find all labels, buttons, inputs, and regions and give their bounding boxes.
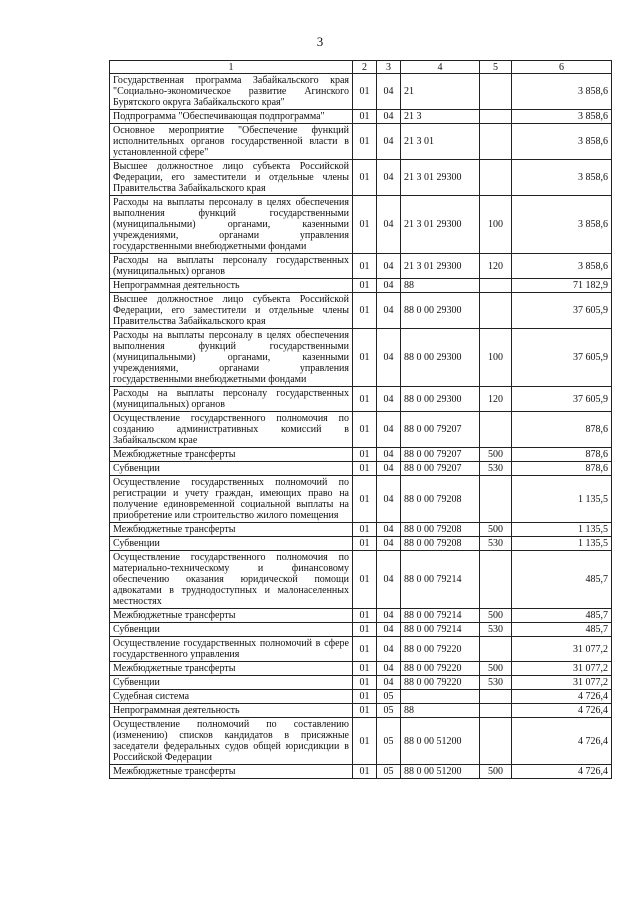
table-row	[110, 662, 612, 676]
section-code-cell: 01	[353, 537, 377, 551]
subsection-code-cell: 04	[377, 476, 401, 523]
table-row	[110, 551, 612, 609]
expense-type-cell	[480, 412, 512, 448]
target-article-cell: 88 0 00 79214	[401, 609, 480, 623]
amount-cell: 485,7	[512, 609, 612, 623]
table-row	[110, 329, 612, 387]
expense-type-cell: 500	[480, 448, 512, 462]
subsection-code-cell: 04	[377, 293, 401, 329]
expense-type-cell: 530	[480, 537, 512, 551]
expense-type-cell	[480, 690, 512, 704]
section-code-cell: 01	[353, 551, 377, 609]
expense-type-cell	[480, 293, 512, 329]
target-article-cell: 88 0 00 51200	[401, 718, 480, 765]
expense-name-cell: Субвенции	[110, 462, 353, 476]
expense-type-cell: 100	[480, 196, 512, 254]
subsection-code-cell: 04	[377, 74, 401, 110]
table-row	[110, 690, 612, 704]
amount-cell: 37 605,9	[512, 387, 612, 412]
amount-cell: 31 077,2	[512, 676, 612, 690]
amount-cell: 4 726,4	[512, 690, 612, 704]
expense-name-cell: Высшее должностное лицо субъекта Российской Федерации, его заместители и отдельные члены Правительства Забайкальского края	[110, 293, 353, 329]
expense-name-cell: Осуществление государственного полномочия по материально-техническому и финансовому обеспечению оказания юридической помощи адвокатами в труднодоступных и малонаселенных местностях	[110, 551, 353, 609]
subsection-code-cell: 04	[377, 609, 401, 623]
expense-type-cell	[480, 704, 512, 718]
header-col-5: 5	[480, 61, 512, 74]
header-col-6: 6	[512, 61, 612, 74]
amount-cell: 3 858,6	[512, 254, 612, 279]
table-row	[110, 110, 612, 124]
expense-name-cell: Основное мероприятие "Обеспечение функций исполнительных органов государственной власти в установленной сфере"	[110, 124, 353, 160]
target-article-cell: 21	[401, 74, 480, 110]
amount-cell: 878,6	[512, 462, 612, 476]
subsection-code-cell: 04	[377, 124, 401, 160]
expense-name-cell: Судебная система	[110, 690, 353, 704]
expense-type-cell	[480, 718, 512, 765]
amount-cell: 1 135,5	[512, 537, 612, 551]
subsection-code-cell: 04	[377, 523, 401, 537]
subsection-code-cell: 05	[377, 718, 401, 765]
section-code-cell: 01	[353, 196, 377, 254]
subsection-code-cell: 04	[377, 637, 401, 662]
expense-name-cell: Непрограммная деятельность	[110, 704, 353, 718]
expense-name-cell: Субвенции	[110, 676, 353, 690]
target-article-cell: 88 0 00 79207	[401, 412, 480, 448]
section-code-cell: 01	[353, 718, 377, 765]
table-row	[110, 279, 612, 293]
subsection-code-cell: 04	[377, 662, 401, 676]
target-article-cell	[401, 690, 480, 704]
subsection-code-cell: 05	[377, 690, 401, 704]
section-code-cell: 01	[353, 74, 377, 110]
table-row	[110, 462, 612, 476]
target-article-cell: 88 0 00 29300	[401, 329, 480, 387]
section-code-cell: 01	[353, 279, 377, 293]
amount-cell: 4 726,4	[512, 718, 612, 765]
subsection-code-cell: 04	[377, 412, 401, 448]
section-code-cell: 01	[353, 254, 377, 279]
target-article-cell: 88 0 00 29300	[401, 293, 480, 329]
table-row	[110, 676, 612, 690]
target-article-cell: 88 0 00 79214	[401, 551, 480, 609]
section-code-cell: 01	[353, 293, 377, 329]
expense-type-cell: 500	[480, 662, 512, 676]
table-row	[110, 293, 612, 329]
table-row	[110, 412, 612, 448]
expense-name-cell: Расходы на выплаты персоналу государственных (муниципальных) органов	[110, 387, 353, 412]
expense-name-cell: Расходы на выплаты персоналу в целях обеспечения выполнения функций государственными (муниципальными) органами, казенными учреждениями, органами управления государственными внебюджетными фондами	[110, 329, 353, 387]
amount-cell: 4 726,4	[512, 704, 612, 718]
target-article-cell: 88 0 00 79220	[401, 637, 480, 662]
table-row	[110, 637, 612, 662]
expense-type-cell	[480, 637, 512, 662]
expense-name-cell: Осуществление государственных полномочий по регистрации и учету граждан, имеющих право на получение единовременной социальной выплаты на приобретение или строительство жилого помещения	[110, 476, 353, 523]
expense-name-cell: Осуществление государственного полномочия по созданию административных комиссий в Забайкальском крае	[110, 412, 353, 448]
expense-name-cell: Осуществление государственных полномочий в сфере государственного управления	[110, 637, 353, 662]
target-article-cell: 88 0 00 51200	[401, 765, 480, 779]
subsection-code-cell: 04	[377, 254, 401, 279]
target-article-cell: 21 3 01 29300	[401, 254, 480, 279]
subsection-code-cell: 04	[377, 623, 401, 637]
table-body	[110, 74, 612, 779]
expense-type-cell	[480, 110, 512, 124]
expense-type-cell	[480, 476, 512, 523]
amount-cell: 3 858,6	[512, 110, 612, 124]
target-article-cell: 21 3 01 29300	[401, 160, 480, 196]
subsection-code-cell: 04	[377, 676, 401, 690]
table-row	[110, 448, 612, 462]
table-row	[110, 623, 612, 637]
target-article-cell: 88 0 00 79220	[401, 662, 480, 676]
table-row	[110, 537, 612, 551]
expense-type-cell: 530	[480, 462, 512, 476]
target-article-cell: 88	[401, 704, 480, 718]
subsection-code-cell: 05	[377, 765, 401, 779]
section-code-cell: 01	[353, 637, 377, 662]
expense-type-cell	[480, 279, 512, 293]
amount-cell: 37 605,9	[512, 329, 612, 387]
subsection-code-cell: 04	[377, 160, 401, 196]
section-code-cell: 01	[353, 609, 377, 623]
expense-type-cell: 100	[480, 329, 512, 387]
target-article-cell: 88 0 00 79208	[401, 523, 480, 537]
expense-name-cell: Подпрограмма "Обеспечивающая подпрограмма"	[110, 110, 353, 124]
target-article-cell: 88 0 00 79207	[401, 462, 480, 476]
table-row	[110, 704, 612, 718]
header-col-2: 2	[353, 61, 377, 74]
table-row	[110, 254, 612, 279]
section-code-cell: 01	[353, 690, 377, 704]
amount-cell: 1 135,5	[512, 523, 612, 537]
target-article-cell: 88 0 00 29300	[401, 387, 480, 412]
subsection-code-cell: 04	[377, 196, 401, 254]
table-row	[110, 609, 612, 623]
expense-type-cell	[480, 160, 512, 196]
page-number: 3	[316, 34, 324, 49]
target-article-cell: 88 0 00 79207	[401, 448, 480, 462]
target-article-cell: 21 3 01	[401, 124, 480, 160]
expense-name-cell: Высшее должностное лицо субъекта Российской Федерации, его заместители и отдельные члены Правительства Забайкальского края	[110, 160, 353, 196]
section-code-cell: 01	[353, 412, 377, 448]
expense-name-cell: Межбюджетные трансферты	[110, 662, 353, 676]
expense-type-cell: 120	[480, 254, 512, 279]
table-row	[110, 718, 612, 765]
expense-name-cell: Межбюджетные трансферты	[110, 609, 353, 623]
target-article-cell: 88 0 00 79208	[401, 537, 480, 551]
expense-name-cell: Межбюджетные трансферты	[110, 523, 353, 537]
expense-type-cell	[480, 124, 512, 160]
amount-cell: 878,6	[512, 412, 612, 448]
section-code-cell: 01	[353, 676, 377, 690]
subsection-code-cell: 04	[377, 329, 401, 387]
section-code-cell: 01	[353, 623, 377, 637]
target-article-cell: 88 0 00 79220	[401, 676, 480, 690]
subsection-code-cell: 04	[377, 448, 401, 462]
section-code-cell: 01	[353, 462, 377, 476]
expense-type-cell: 530	[480, 676, 512, 690]
subsection-code-cell: 04	[377, 279, 401, 293]
table-row	[110, 387, 612, 412]
table-row	[110, 523, 612, 537]
expense-type-cell: 500	[480, 765, 512, 779]
table-header-row	[110, 61, 612, 74]
subsection-code-cell: 04	[377, 551, 401, 609]
amount-cell: 485,7	[512, 551, 612, 609]
subsection-code-cell: 04	[377, 110, 401, 124]
expense-name-cell: Субвенции	[110, 537, 353, 551]
target-article-cell: 21 3 01 29300	[401, 196, 480, 254]
subsection-code-cell: 04	[377, 387, 401, 412]
section-code-cell: 01	[353, 523, 377, 537]
expense-type-cell: 500	[480, 609, 512, 623]
section-code-cell: 01	[353, 160, 377, 196]
section-code-cell: 01	[353, 124, 377, 160]
amount-cell: 3 858,6	[512, 196, 612, 254]
amount-cell: 71 182,9	[512, 279, 612, 293]
expense-name-cell: Межбюджетные трансферты	[110, 448, 353, 462]
header-col-4: 4	[401, 61, 480, 74]
section-code-cell: 01	[353, 765, 377, 779]
target-article-cell: 88 0 00 79208	[401, 476, 480, 523]
subsection-code-cell: 05	[377, 704, 401, 718]
table-row	[110, 160, 612, 196]
section-code-cell: 01	[353, 448, 377, 462]
expense-name-cell: Межбюджетные трансферты	[110, 765, 353, 779]
table-row	[110, 765, 612, 779]
amount-cell: 485,7	[512, 623, 612, 637]
section-code-cell: 01	[353, 110, 377, 124]
expense-name-cell: Государственная программа Забайкальского края "Социально-экономическое развитие Агинского Бурятского округа Забайкальского края"	[110, 74, 353, 110]
budget-table	[109, 60, 612, 779]
amount-cell: 3 858,6	[512, 160, 612, 196]
section-code-cell: 01	[353, 476, 377, 523]
target-article-cell: 21 3	[401, 110, 480, 124]
section-code-cell: 01	[353, 704, 377, 718]
expense-type-cell	[480, 74, 512, 110]
section-code-cell: 01	[353, 387, 377, 412]
subsection-code-cell: 04	[377, 462, 401, 476]
expense-name-cell: Расходы на выплаты персоналу в целях обеспечения выполнения функций государственными (муниципальными) органами, казенными учреждениями, органами управления государственными внебюджетными фондами	[110, 196, 353, 254]
expense-name-cell: Расходы на выплаты персоналу государственных (муниципальных) органов	[110, 254, 353, 279]
amount-cell: 878,6	[512, 448, 612, 462]
expense-type-cell: 120	[480, 387, 512, 412]
target-article-cell: 88 0 00 79214	[401, 623, 480, 637]
amount-cell: 4 726,4	[512, 765, 612, 779]
table-row	[110, 196, 612, 254]
section-code-cell: 01	[353, 329, 377, 387]
amount-cell: 31 077,2	[512, 662, 612, 676]
subsection-code-cell: 04	[377, 537, 401, 551]
expense-name-cell: Субвенции	[110, 623, 353, 637]
amount-cell: 1 135,5	[512, 476, 612, 523]
table-row	[110, 124, 612, 160]
expense-type-cell: 530	[480, 623, 512, 637]
amount-cell: 37 605,9	[512, 293, 612, 329]
table-row	[110, 74, 612, 110]
amount-cell: 3 858,6	[512, 124, 612, 160]
section-code-cell: 01	[353, 662, 377, 676]
header-col-3: 3	[377, 61, 401, 74]
expense-name-cell: Непрограммная деятельность	[110, 279, 353, 293]
table-row	[110, 476, 612, 523]
expense-type-cell: 500	[480, 523, 512, 537]
amount-cell: 3 858,6	[512, 74, 612, 110]
expense-type-cell	[480, 551, 512, 609]
expense-name-cell: Осуществление полномочий по составлению (изменению) списков кандидатов в присяжные заседатели федеральных судов общей юрисдикции в Российской Федерации	[110, 718, 353, 765]
amount-cell: 31 077,2	[512, 637, 612, 662]
header-col-1: 1	[110, 61, 353, 74]
target-article-cell: 88	[401, 279, 480, 293]
